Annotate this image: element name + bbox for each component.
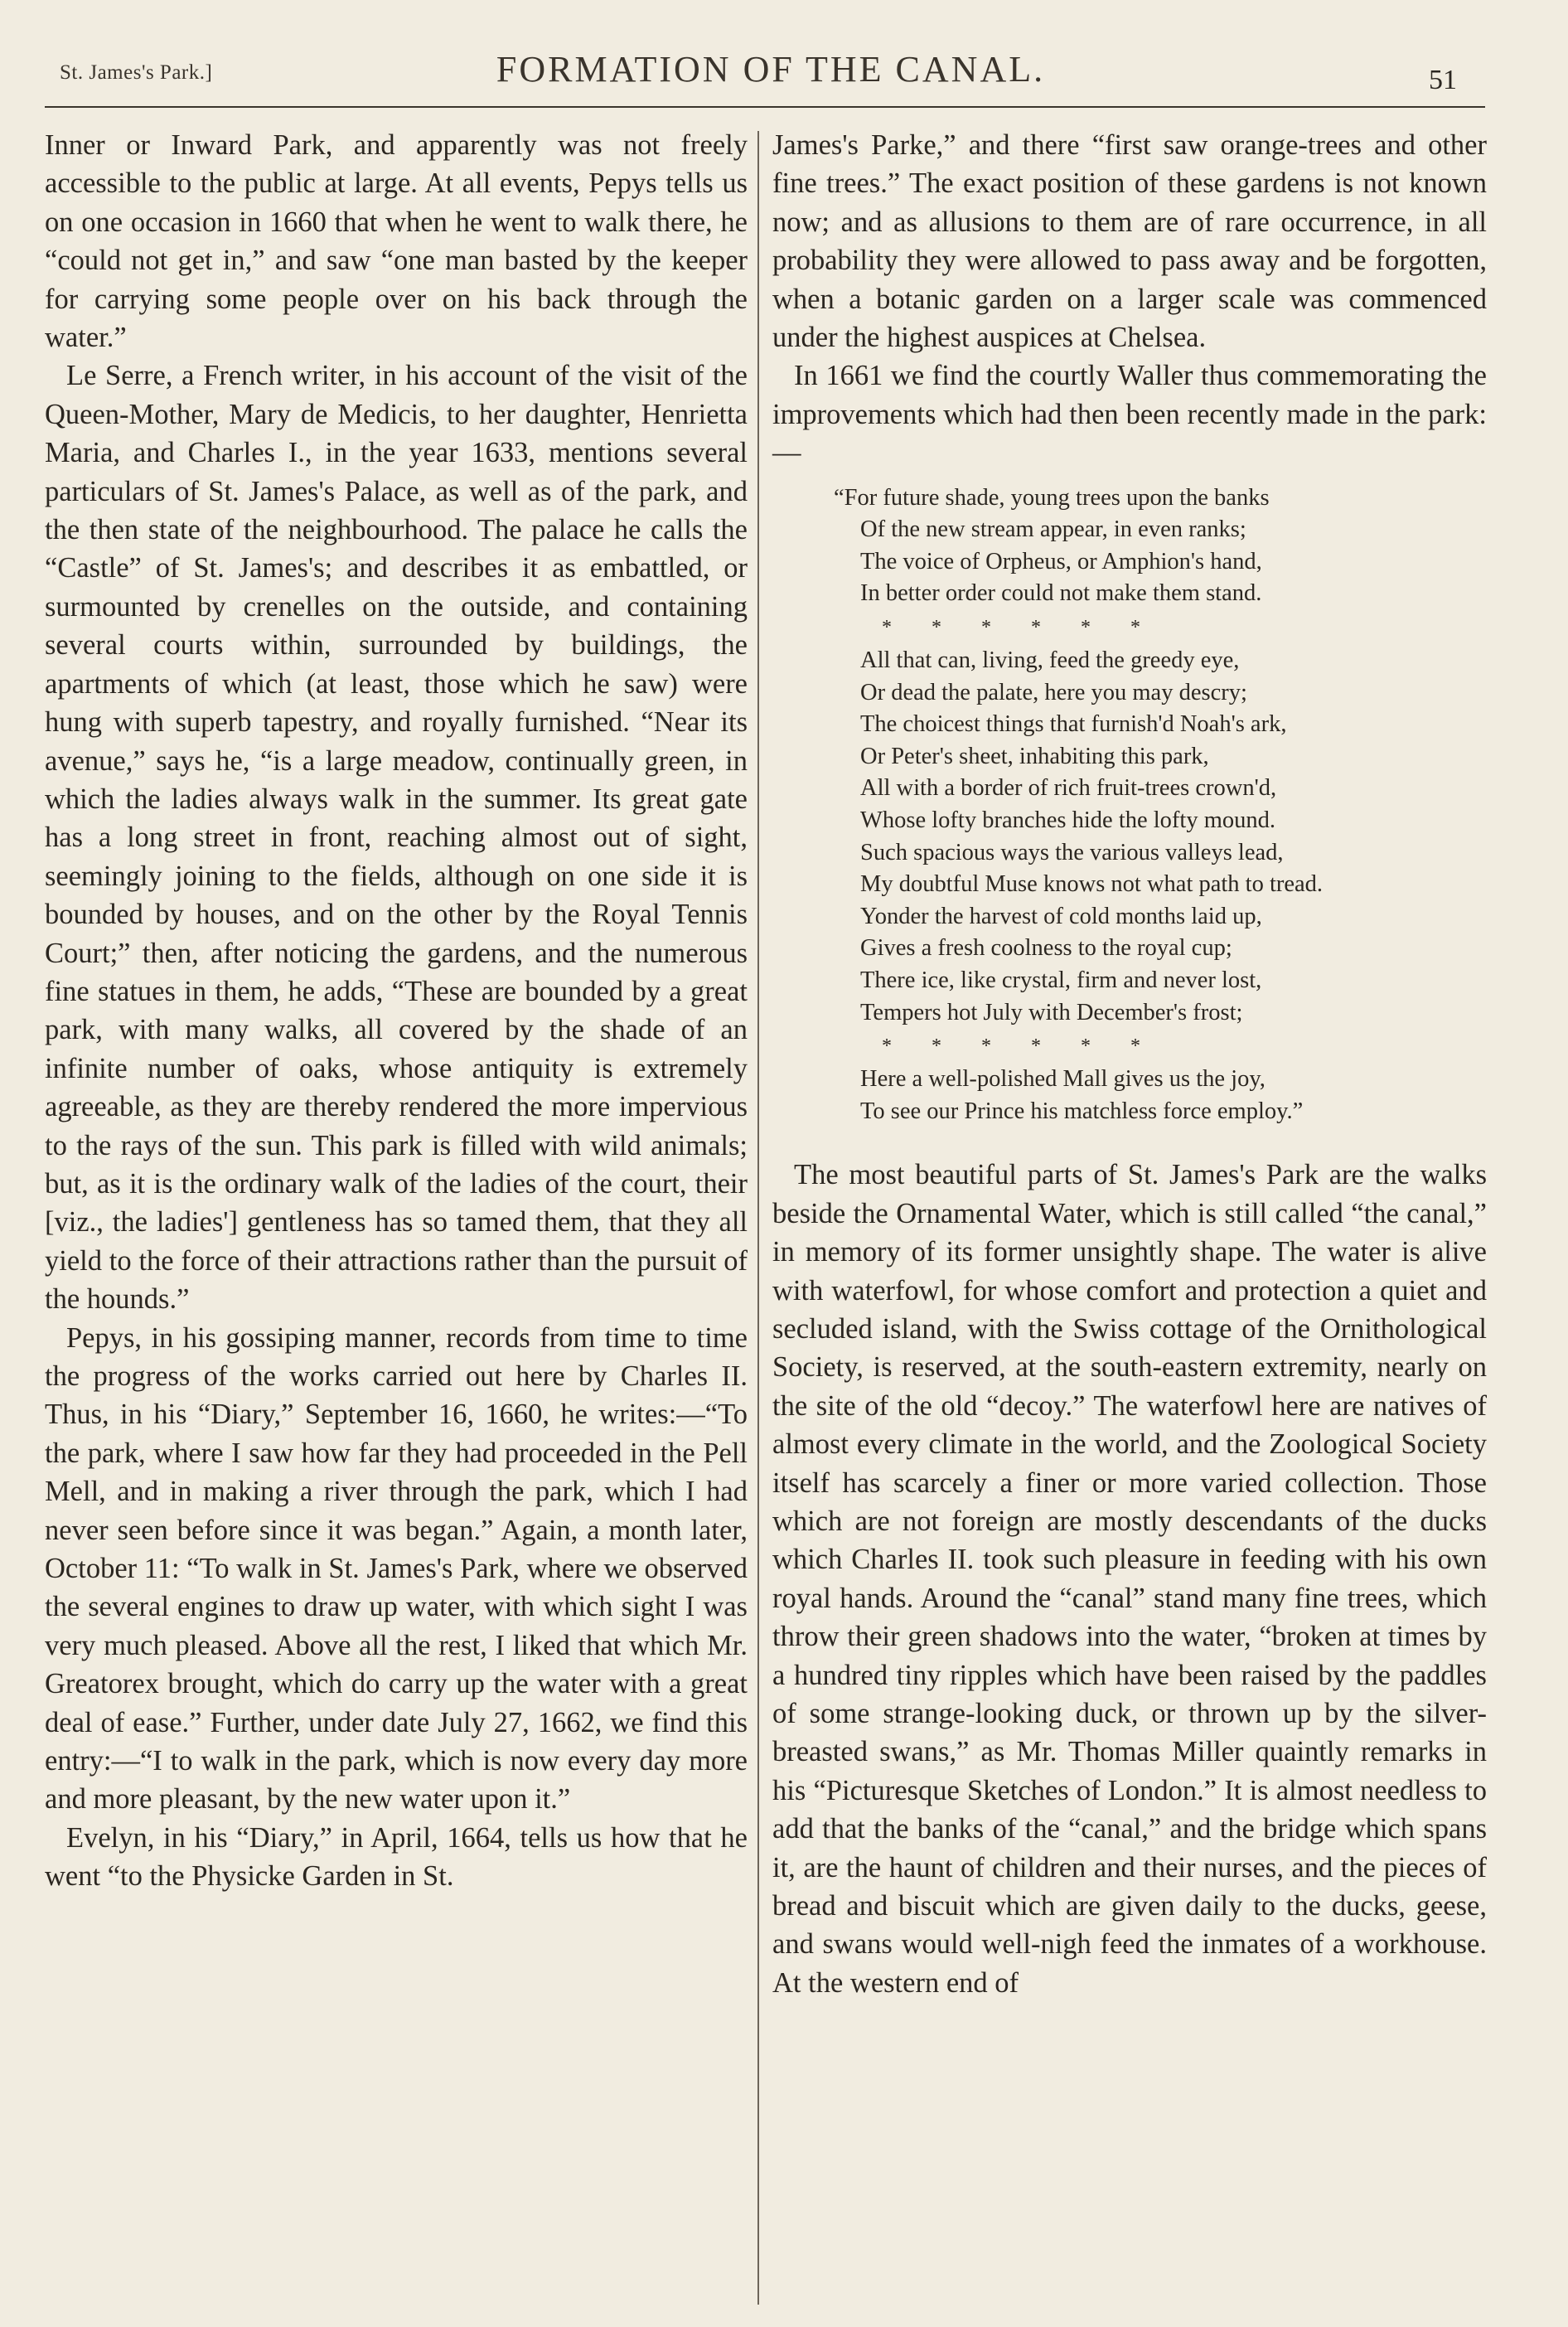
poem-line: Yonder the harvest of cold months laid up, xyxy=(860,903,1262,929)
poem-line: Of the new stream appear, in even ranks; xyxy=(860,516,1246,543)
poem-line: All that can, living, feed the greedy eye, xyxy=(860,647,1240,674)
ellipsis-stars: * * * * * * xyxy=(882,1035,1140,1058)
poem-line: In better order could not make them stand. xyxy=(860,580,1262,607)
poem-line: There ice, like crystal, firm and never lost, xyxy=(860,967,1262,993)
poem-quotation xyxy=(772,482,1487,1128)
page-title: FORMATION OF THE CANAL. xyxy=(496,49,1046,90)
paragraph: The most beautiful parts of St. James's Park are the walks beside the Ornamental Water, which is still called “the canal,” in memory of its former unsightly shape. The water is alive with waterfowl, for whose comfort and protection a quiet and secluded island, with the Swiss cottage of the Ornithological Society, is reserved, at the south-eastern extremity, nearly on the site of the old “decoy.” The waterfowl here are natives of almost every climate in the world, and the Zoological Society itself has scarcely a finer or more varied collection. Those which are not foreign are mostly descendants of the ducks which Charles II. took such pleasure in feeding with his own royal hands. Around the “canal” stand many fine trees, which throw their green shadows into the water, “broken at times by a hundred tiny ripples which have been raised by the paddles of some strange-looking duck, or thrown up by the silver-breasted swans,” as Mr. Thomas Miller quaintly remarks in his “Picturesque Sketches of London.” It is almost needless to add that the banks of the “canal,” and the bridge which spans it, are the haunt of children and their nurses, and the pieces of bread and biscuit which are given daily to the ducks, geese, and swans would well-nigh feed the inmates of a workhouse. At the western end of xyxy=(772,1159,1487,1999)
left-column xyxy=(45,126,748,1896)
column-divider xyxy=(757,131,759,2305)
poem-line: “For future shade, young trees upon the banks xyxy=(834,484,1270,511)
poem-line: All with a border of rich fruit-trees crown'd, xyxy=(860,775,1277,802)
ellipsis-stars: * * * * * * xyxy=(882,617,1140,639)
poem-line: My doubtful Muse knows not what path to tread. xyxy=(860,871,1324,898)
paragraph: Pepys, in his gossiping manner, records from time to time the progress of the works carried out here by Charles II. Thus, in his “Diary,” September 16, 1660, he writes:—“To the park, where I saw how far they had proceeded in the Pell Mell, and in making a river through the park, which I had never seen before since it was began.” Again, a month later, October 11: “To walk in St. James's Park, where we observed the several engines to draw up water, with which sight I was very much pleased. Above all the rest, I liked that which Mr. Greatorex brought, which do carry up the water with a great deal of ease.” Further, under date July 27, 1662, we find this entry:—“I to walk in the park, which is now every day more and more pleasant, by the new water upon it.” xyxy=(45,1321,748,1816)
poem-line: Tempers hot July with December's frost; xyxy=(860,999,1243,1025)
paragraph: James's Parke,” and there “first saw orange-trees and other fine trees.” The exact position of these gardens is not known now; and as allusions to them are of rare occurrence, in all probability they were allowed to pass away and be forgotten, when a botanic garden on a larger scale was commenced under the highest auspices at Chelsea. xyxy=(772,129,1487,354)
poem-line: Whose lofty branches hide the lofty mound. xyxy=(860,807,1276,833)
header-rule xyxy=(45,106,1485,108)
paragraph: Evelyn, in his “Diary,” in April, 1664, tells us how that he went “to the Physicke Garden in St. xyxy=(45,1821,748,1893)
right-column xyxy=(772,126,1487,2002)
poem-line: Or dead the palate, here you may descry; xyxy=(860,679,1247,705)
poem-line: The choicest things that furnish'd Noah's ark, xyxy=(860,711,1287,738)
paragraph: Le Serre, a French writer, in his account of the visit of the Queen-Mother, Mary de Medicis, to her daughter, Henrietta Maria, and Charles I., in the year 1633, mentions several particulars of St. James's Palace, as well as of the park, and the then state of the neighbourhood. The palace he calls the “Castle” of St. James's; and describes it as embattled, or surmounted by crenelles on the outside, and containing several courts within, surrounded by buildings, the apartments of which (at least, those which he saw) were hung with superb tapestry, and royally furnished. “Near its avenue,” says he, “is a large meadow, continually green, in which the ladies always walk in the summer. Its great gate has a long street in front, reaching almost out of sight, seemingly joining to the fields, although on one side it is bounded by houses, and on the other by the Royal Tennis Court;” then, after noticing the gardens, and the numerous fine statues in them, he adds, “These are bounded by a great park, with many walks, all covered by the shade of an infinite number of oaks, whose antiquity is extremely agreeable, as they are thereby rendered the more impervious to the rays of the sun. This park is filled with wild animals; but, as it is the ordinary walk of the ladies of the court, their [viz., the ladies'] gentleness has so tamed them, that they all yield to the force of their attractions rather than the pursuit of the hounds.” xyxy=(45,360,748,1316)
paragraph: In 1661 we find the courtly Waller thus commemorating the improvements which had then been recently made in the park:— xyxy=(772,360,1487,469)
paragraph: Inner or Inward Park, and apparently was not freely accessible to the public at large. At all events, Pepys tells us on one occasion in 1660 that when he went to walk there, he “could not get in,” and saw “one man basted by the keeper for carrying some people over on his back through the water.” xyxy=(45,129,748,354)
poem-line: Gives a fresh coolness to the royal cup; xyxy=(860,935,1232,962)
page-number: 51 xyxy=(1429,65,1457,95)
poem-line: Such spacious ways the various valleys lead, xyxy=(860,839,1284,865)
poem-line: Or Peter's sheet, inhabiting this park, xyxy=(860,743,1209,769)
poem-line: The voice of Orpheus, or Amphion's hand, xyxy=(860,548,1262,574)
poem-line: To see our Prince his matchless force employ.” xyxy=(860,1098,1304,1124)
poem-line: Here a well-polished Mall gives us the joy, xyxy=(860,1066,1266,1093)
running-head: St. James's Park.] xyxy=(60,61,213,84)
